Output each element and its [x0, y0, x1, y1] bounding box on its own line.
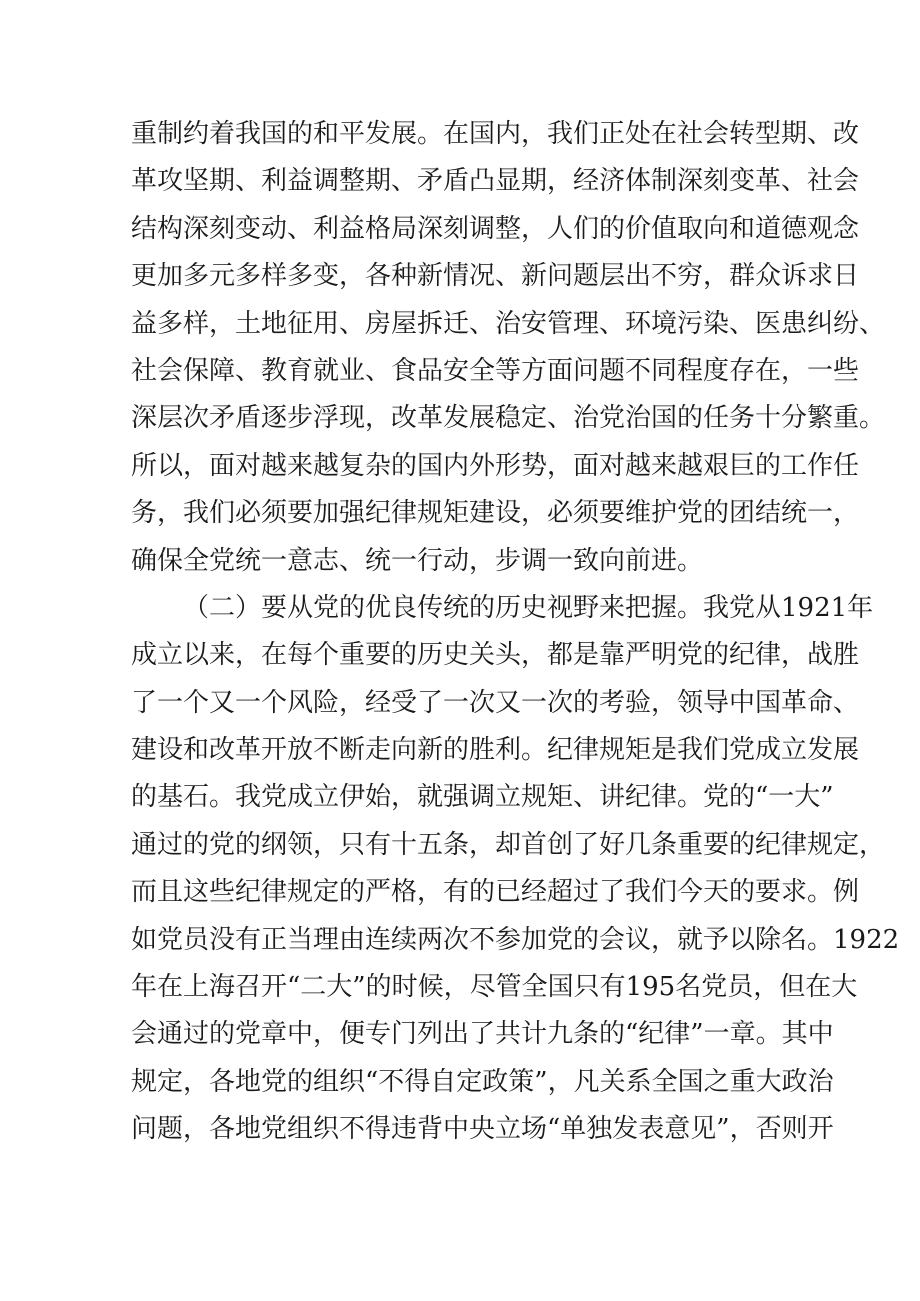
text-line: 重制约着我国的和平发展。在国内，我们正处在社会转型期、改: [131, 119, 860, 149]
text-line: 建设和改革开放不断走向新的胜利。纪律规矩是我们党成立发展: [131, 735, 860, 766]
text-line: 深层次矛盾逐步浮现，改革发展稳定、治党治国的任务十分繁重。: [131, 403, 886, 434]
section-heading-line: （二）要从党的优良传统的历史视野来把握。我党从1921年: [183, 592, 874, 623]
text-line: 确保全党统一意志、统一行动，步调一致向前进。: [131, 545, 704, 576]
text-line: 务，我们必须要加强纪律规矩建设，必须要维护党的团结统一，: [131, 498, 860, 529]
text-line: 会通过的党章中，便专门列出了共计九条的“纪律”一章。其中: [131, 1019, 834, 1050]
text-line: 更加多元多样多变，各种新情况、新问题层出不穷，群众诉求日: [131, 261, 860, 292]
text-line: 的基石。我党成立伊始，就强调立规矩、讲纪律。党的“一大”: [131, 782, 834, 813]
body-text: [131, 111, 900, 1154]
text-line: 结构深刻变动、利益格局深刻调整，人们的价值取向和道德观念: [131, 213, 860, 244]
text-line: 社会保障、教育就业、食品安全等方面问题不同程度存在，一些: [131, 355, 860, 386]
text-line: 问题，各地党组织不得违背中央立场“单独发表意见”，否则开: [131, 1114, 834, 1145]
text-line: 成立以来，在每个重要的历史关头，都是靠严明党的纪律，战胜: [131, 640, 860, 671]
text-line: 益多样，土地征用、房屋拆迁、治安管理、环境污染、医患纠纷、: [131, 308, 886, 339]
text-line: 革攻坚期、利益调整期、矛盾凸显期，经济体制深刻变革、社会: [131, 166, 860, 197]
text-line: 了一个又一个风险，经受了一次又一次的考验，领导中国革命、: [131, 687, 860, 718]
text-line: 而且这些纪律规定的严格，有的已经超过了我们今天的要求。例: [131, 877, 860, 908]
text-line: 所以，面对越来越复杂的国内外形势，面对越来越艰巨的工作任: [131, 450, 860, 481]
text-line: 通过的党的纲领，只有十五条，却首创了好几条重要的纪律规定，: [131, 829, 886, 860]
text-line: 规定，各地党的组织“不得自定政策”，凡关系全国之重大政治: [131, 1066, 834, 1097]
text-line: 年在上海召开“二大”的时候，尽管全国只有195名党员，但在大: [131, 972, 858, 1003]
text-line: 如党员没有正当理由连续两次不参加党的会议，就予以除名。1922: [131, 924, 900, 955]
